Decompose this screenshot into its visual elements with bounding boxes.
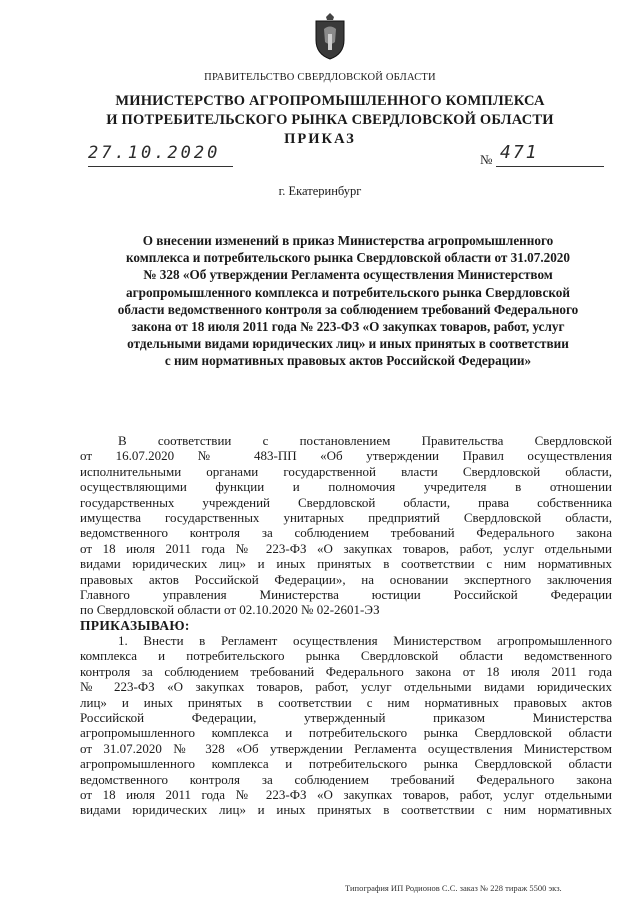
- title-line: № 328 «Об утверждении Регламента осуществления Министерством: [143, 267, 553, 283]
- body-line: комплекса и потребительского рынка Свердловской области ведомственного: [80, 648, 612, 664]
- body-line: № 223-ФЗ «О закупках товаров, работ, услуг отдельными видами юридических: [80, 679, 612, 695]
- city: г. Екатеринбург: [278, 184, 362, 198]
- body-line: от 18 июля 2011 года № 223-ФЗ «О закупках товаров, работ, услуг отдельными: [80, 787, 612, 803]
- body-line: государственных учреждений Свердловской области, права собственника: [80, 494, 612, 510]
- document-type: ПРИКАЗ: [284, 131, 356, 147]
- print-footer: Типография ИП Родионов С.С. заказ № 228 тираж 5500 экз.: [345, 883, 562, 893]
- title-line: области ведомственного контроля за соблюдением требований Федерального: [117, 301, 579, 317]
- title-line: отдельными видами юридических лиц» и иных принятых в соответствии: [127, 336, 569, 352]
- body-line: В соответствии с постановлением Правительства Свердловской: [118, 433, 612, 448]
- body-line: лиц» и иных принятых в соответствии с ним нормативных правовых актов: [80, 694, 612, 710]
- body-line: от 18 июля 2011 года № 223-ФЗ «О закупках товаров, работ, услуг отдельными: [80, 540, 612, 556]
- ministry-name: [80, 92, 580, 130]
- body-line: по Свердловской области от 02.10.2020 № 02-2601-ЭЗ: [80, 602, 380, 618]
- ministry-line-1: МИНИСТЕРСТВО АГРОПРОМЫШЛЕННОГО КОМПЛЕКСА: [115, 93, 545, 109]
- body-line: Главного управления Министерства юстиции Российской Федерации: [80, 587, 612, 603]
- coat-of-arms-icon: [313, 12, 347, 60]
- body-line: агропромышленного комплекса и потребительского рынка Свердловской области: [80, 756, 612, 772]
- document-date: 27.10.2020: [88, 143, 221, 163]
- date-underline: [88, 166, 233, 167]
- body-line: осуществляющими функции и полномочия учредителя в отношении: [80, 479, 612, 495]
- item-1-paragraph: [80, 633, 612, 818]
- body-line: ведомственного контроля за соблюдением требований Федерального закона: [80, 771, 612, 787]
- title-line: закона от 18 июля 2011 года № 223-ФЗ «О закупках товаров, работ, услуг: [131, 319, 565, 335]
- body-line: видами юридических лиц» и иных принятых в соответствии с ним нормативных: [80, 802, 612, 818]
- preamble-paragraph: [80, 433, 612, 618]
- title-line: комплекса и потребительского рынка Свердловской области от 31.07.2020: [125, 250, 570, 266]
- number-underline: [496, 166, 604, 167]
- body-line: имущества государственных унитарных предприятий Свердловской области,: [80, 510, 612, 526]
- body-line: ведомственного контроля за соблюдением требований Федерального закона: [80, 525, 612, 541]
- order-word: ПРИКАЗЫВАЮ:: [80, 618, 190, 633]
- body-line: контроля за соблюдением требований Федерального закона от 18 июля 2011 года: [80, 663, 612, 679]
- body-line: 1. Внести в Регламент осуществления Министерством агропромышленного: [118, 633, 612, 648]
- body-line: правовых актов Российской Федерации», на основании экспертного заключения: [80, 571, 612, 587]
- title-line: с ним нормативных правовых актов Российской Федерации»: [164, 353, 532, 369]
- number-label: №: [480, 152, 493, 167]
- title-line: агропромышленного комплекса и потребительского рынка Свердловской: [126, 284, 570, 300]
- body-line: от 31.07.2020 № 328 «Об утверждении Регламента осуществления Министерством: [80, 740, 612, 756]
- document-number: 471: [500, 142, 539, 163]
- government-name: ПРАВИТЕЛЬСТВО СВЕРДЛОВСКОЙ ОБЛАСТИ: [204, 72, 436, 83]
- body-line: агропромышленного комплекса и потребительского рынка Свердловской области: [80, 725, 612, 741]
- ministry-line-2: И ПОТРЕБИТЕЛЬСКОГО РЫНКА СВЕРДЛОВСКОЙ ОБЛАСТИ: [106, 112, 554, 128]
- document-title: [78, 232, 618, 370]
- title-line: О внесении изменений в приказ Министерства агропромышленного: [142, 233, 554, 248]
- body-line: Российской Федерации, утвержденный приказом Министерства: [80, 710, 612, 726]
- body-line: исполнительными органами государственной власти Свердловской области,: [80, 463, 612, 479]
- body-line: от 16.07.2020 № 483-ПП «Об утверждении Правил осуществления: [80, 448, 612, 464]
- body-line: видами юридических лиц» и иных принятых в соответствии с ним нормативных: [80, 556, 612, 572]
